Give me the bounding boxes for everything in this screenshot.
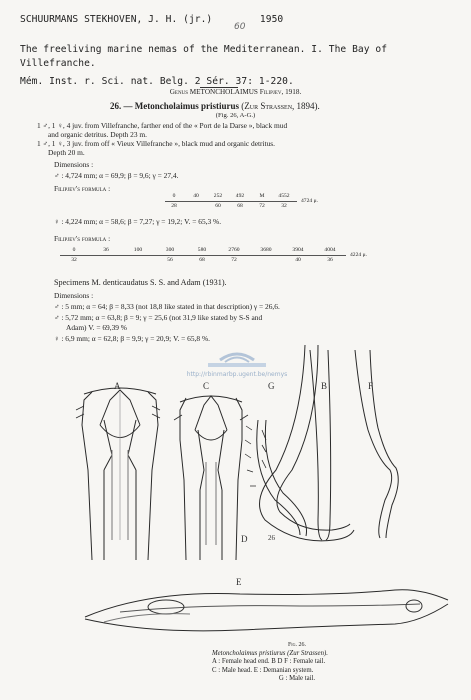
figure-number-label: 26 — [268, 534, 275, 542]
formula-cell: 36 — [103, 247, 109, 253]
formula-cell: 32 — [71, 257, 77, 263]
species-authority: (Zur Strassen, 1894). — [241, 101, 320, 111]
formula-cell: 4004 — [324, 247, 336, 253]
formula-cell: 68 — [237, 203, 243, 209]
species-number: 26. — [110, 101, 122, 111]
formula-cell: 68 — [199, 257, 205, 263]
caption-line-2: C : Male head. E : Demanian system. — [212, 666, 314, 674]
specimen-line-2: ♂ : 5,72 mm; α = 63,8; β = 9; γ = 25,6 (not 31,9 like stated by S-S and — [54, 313, 263, 322]
author-name: SCHUURMANS STEKHOVEN, J. H. (jr.) — [20, 14, 213, 25]
male-dimensions: ♂ : 4,724 mm; α = 69,9; β = 9,6; γ = 27,4. — [54, 171, 179, 180]
female-dimensions: ♀ : 4,224 mm; α = 58,6; β = 7,27; γ = 19,2; V. = 65,3 %. — [54, 217, 222, 226]
caption-line-3: G : Male tail. — [278, 675, 316, 683]
filipjev-formula-label-2: Filipjev's formula : — [54, 234, 111, 243]
material-line-4: Depth 20 m. — [48, 148, 85, 157]
dimensions-label: Dimensions : — [54, 160, 94, 169]
library-stamp-url: http://rbinmarbp.ugent.be/nemys — [186, 371, 288, 378]
formula-cell: 100 — [133, 247, 143, 253]
formula-cell: 300 — [165, 247, 175, 253]
filipjev-formula-label-1: Filipjev's formula : — [54, 184, 111, 193]
formula-cell: 3680 — [260, 247, 272, 253]
figure-label-d: D — [241, 534, 248, 544]
caption-fig-number: Fig. 26. — [287, 642, 307, 648]
figure-f-tail-drawing — [355, 350, 398, 538]
formula-cell: 4552 — [278, 193, 290, 199]
specimen-line-4: ♀ : 6,9 mm; α = 62,8; β = 9,9; γ = 20,9; V. = 65,8 %. — [54, 334, 210, 343]
specimen-line-1: ♂ : 5 mm; α = 64; β = 8,33 (not 18,8 like stated in that description) γ = 26,6. — [54, 302, 280, 311]
specimens-heading: Specimens M. denticaudatus S. S. and Adam (1931). — [54, 278, 227, 287]
formula-cell: 580 — [197, 247, 207, 253]
material-line-3: 1 ♂, 1 ♀, 3 juv. from off « Vieux Villefranche », black mud and organic detritus. — [37, 139, 276, 148]
formula-cell: 40 — [295, 257, 301, 263]
formula-cell: M — [259, 193, 265, 199]
formula-cell: 60 — [215, 203, 221, 209]
material-line-1: 1 ♂, 1 ♀, 4 juv. from Villefranche, farther end of the « Port de la Darse », black mud — [37, 121, 288, 130]
formula-cell: 32 — [281, 203, 287, 209]
figure-reference: (Fig. 26, A-G.) — [215, 112, 256, 119]
genus-line: Genus METONCHOLAIMUS Filipjev, 1918. — [169, 88, 302, 96]
figure-label-g: G — [268, 381, 275, 391]
formula-cell: 36 — [327, 257, 333, 263]
publication-year: 1950 — [259, 14, 284, 25]
formula-cell: 28 — [171, 203, 177, 209]
figure-caption — [212, 641, 382, 684]
formula-cell: 3904 — [292, 247, 304, 253]
handwritten-note: 60 — [234, 22, 246, 32]
figure-label-f: F — [368, 381, 374, 391]
formula-cell: 72 — [259, 203, 265, 209]
figure-label-b: B — [321, 381, 328, 391]
formula-1-total: 4724 μ. — [301, 198, 318, 204]
figure-a-head-drawing — [76, 388, 160, 560]
figure-c-head-drawing — [174, 396, 248, 560]
formula-cell: 72 — [231, 257, 237, 263]
formula-cell: 2760 — [228, 247, 240, 253]
paper-title-line-2: Villefranche. — [20, 58, 96, 69]
formula-cell: 0 — [72, 247, 76, 253]
specimens-dimensions-label: Dimensions : — [54, 291, 94, 300]
specimen-line-3: Adam) V. = 69,39 % — [66, 323, 127, 332]
caption-line-1: A : Female head end. B D F : Female tail. — [212, 658, 326, 666]
citation: Mém. Inst. r. Sci. nat. Belg. 2 Sér. 37: 1-220. — [20, 76, 294, 87]
figure-label-a: A — [114, 381, 121, 391]
figure-d-tail-drawing — [260, 345, 354, 541]
material-line-2: and organic detritus. Depth 23 m. — [48, 130, 148, 139]
formula-cell: 56 — [167, 257, 173, 263]
formula-cell: 0 — [172, 193, 176, 199]
figure-label-e: E — [236, 577, 242, 587]
caption-species: Metoncholaimus pristiurus (Zur Strassen). — [212, 649, 328, 657]
figure-g-tail-drawing — [245, 420, 307, 536]
paper-title-line-1: The freeliving marine nemas of the Mediterranean. I. The Bay of — [20, 44, 388, 55]
figure-label-c: C — [203, 381, 210, 391]
figure-b-tail-drawing — [310, 350, 331, 540]
formula-2-total: 4224 μ. — [350, 252, 367, 258]
formula-cell: 40 — [193, 193, 199, 199]
figure-e-demanian-drawing — [85, 590, 448, 631]
species-name: — Metoncholaimus pristiurus — [123, 101, 240, 111]
formula-cell: 492 — [235, 193, 245, 199]
formula-cell: 252 — [213, 193, 223, 199]
